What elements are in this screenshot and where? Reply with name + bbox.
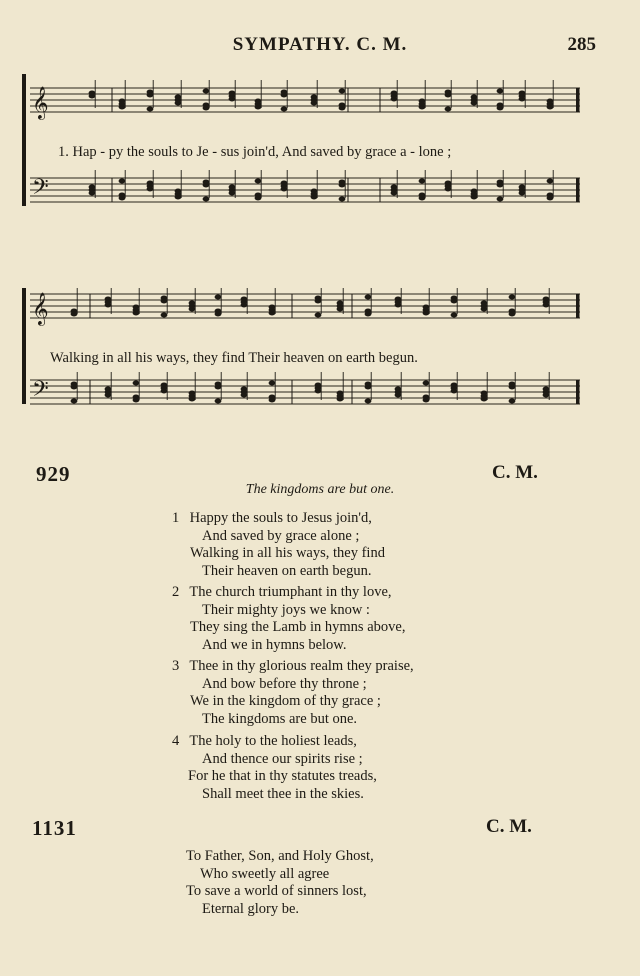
note-head: [119, 179, 126, 184]
note-head: [543, 387, 550, 392]
verse-line: Walking in all his ways, they find: [190, 545, 385, 561]
note-head: [315, 296, 322, 301]
bass-clef: 𝄢: [32, 377, 49, 407]
note-head: [519, 185, 526, 190]
note-head: [423, 305, 430, 310]
note-head: [71, 382, 78, 387]
verse-line: The kingdoms are but one.: [202, 710, 358, 727]
note-head: [365, 295, 372, 300]
treble-clef: 𝄞: [32, 292, 49, 325]
note-head: [281, 90, 288, 95]
verse-number: 3: [172, 658, 180, 674]
verse-4: [172, 733, 377, 803]
note-head: [445, 181, 452, 186]
hymn-meter: C. M.: [492, 462, 538, 483]
note-head: [365, 399, 372, 404]
verse-number: 1: [172, 510, 180, 526]
verse-1: [172, 510, 385, 580]
treble-clef: 𝄞: [32, 86, 49, 119]
verse-number: 4: [172, 733, 180, 749]
note-head: [269, 395, 276, 400]
note-head: [497, 103, 504, 108]
note-head: [395, 387, 402, 392]
verse-line: To save a world of sinners lost,: [186, 883, 367, 899]
verse-line: 3 Thee in thy glorious realm they praise,: [172, 658, 414, 674]
note-head: [89, 91, 96, 96]
note-head: [519, 91, 526, 96]
verse-line: 2 The church triumphant in thy love,: [172, 584, 392, 600]
note-head: [215, 309, 222, 314]
note-head: [547, 193, 554, 198]
note-head: [229, 91, 236, 96]
music-lyric-1: 1. Hap - py the souls to Je - sus join'd, And saved by grace a - lone ;: [58, 144, 452, 160]
note-head: [423, 395, 430, 400]
note-head: [395, 297, 402, 302]
note-head: [203, 180, 210, 185]
note-head: [255, 179, 262, 184]
note-head: [269, 305, 276, 310]
note-head: [255, 99, 262, 104]
note-head: [481, 391, 488, 396]
note-head: [89, 185, 96, 190]
note-head: [119, 193, 126, 198]
note-head: [339, 89, 346, 94]
note-head: [451, 313, 458, 318]
note-head: [471, 95, 478, 100]
verse-line: For he that in thy statutes treads,: [188, 768, 377, 784]
verse-3: [172, 658, 414, 728]
verse-line: Their heaven on earth begun.: [202, 562, 372, 579]
note-head: [547, 179, 554, 184]
note-head: [337, 301, 344, 306]
note-head: [215, 295, 222, 300]
verse-line: And saved by grace alone ;: [202, 527, 360, 544]
note-head: [445, 107, 452, 112]
note-head: [339, 103, 346, 108]
note-head: [471, 189, 478, 194]
note-head: [451, 296, 458, 301]
verse-line: Eternal glory be.: [202, 900, 300, 917]
doxology-number: 1131: [32, 816, 77, 840]
final-bar: [576, 294, 579, 318]
note-head: [365, 309, 372, 314]
note-head: [339, 180, 346, 185]
verse-line: And thence our spirits rise ;: [202, 750, 363, 767]
note-head: [509, 309, 516, 314]
verse-number: 2: [172, 584, 180, 600]
verse-line: Who sweetly all agree: [200, 865, 330, 882]
hymn-number: 929: [36, 462, 71, 486]
note-head: [147, 107, 154, 112]
note-head: [339, 197, 346, 202]
note-head: [161, 313, 168, 318]
note-head: [445, 90, 452, 95]
tune-title: SYMPATHY. C. M.: [232, 34, 408, 55]
note-head: [255, 193, 262, 198]
note-head: [215, 382, 222, 387]
note-head: [337, 391, 344, 396]
note-head: [281, 181, 288, 186]
bass-clef: 𝄢: [32, 175, 49, 205]
music-system-2: [22, 288, 584, 428]
doxology-verse: [186, 848, 374, 918]
system-bracket: [22, 288, 26, 404]
note-head: [175, 189, 182, 194]
note-head: [229, 185, 236, 190]
verse-line: To Father, Son, and Holy Ghost,: [186, 848, 374, 864]
music-system-1: [22, 74, 584, 224]
note-head: [311, 189, 318, 194]
note-head: [281, 107, 288, 112]
note-head: [133, 395, 140, 400]
verse-2: [172, 584, 405, 654]
final-bar: [576, 178, 579, 202]
note-head: [161, 383, 168, 388]
final-bar: [576, 380, 579, 404]
note-head: [71, 309, 78, 314]
note-head: [311, 95, 318, 100]
note-head: [133, 381, 140, 386]
verse-line: 1 Happy the souls to Jesus join'd,: [172, 510, 372, 526]
note-head: [105, 387, 112, 392]
page-number: 285: [567, 34, 596, 55]
music-lyric-2: Walking in all his ways, they find Their heaven on earth begun.: [50, 350, 418, 366]
note-head: [161, 296, 168, 301]
verse-line: And we in hymns below.: [202, 636, 347, 653]
note-head: [105, 297, 112, 302]
note-head: [315, 383, 322, 388]
verse-line: We in the kingdom of thy grace ;: [190, 693, 381, 709]
note-head: [497, 180, 504, 185]
verse-line: Their mighty joys we know :: [202, 601, 370, 618]
note-head: [481, 301, 488, 306]
hymn-subtitle: The kingdoms are but one.: [245, 482, 395, 497]
note-head: [543, 297, 550, 302]
note-head: [419, 179, 426, 184]
note-head: [203, 89, 210, 94]
note-head: [365, 382, 372, 387]
note-head: [269, 381, 276, 386]
note-head: [241, 387, 248, 392]
note-head: [147, 90, 154, 95]
note-head: [497, 89, 504, 94]
note-head: [391, 91, 398, 96]
note-head: [215, 399, 222, 404]
note-head: [419, 193, 426, 198]
note-head: [509, 295, 516, 300]
note-head: [133, 305, 140, 310]
note-head: [119, 99, 126, 104]
doxology-meter: C. M.: [486, 816, 532, 837]
note-head: [547, 99, 554, 104]
verse-line: They sing the Lamb in hymns above,: [190, 619, 406, 635]
note-head: [189, 391, 196, 396]
verse-line: 4 The holy to the holiest leads,: [172, 733, 357, 749]
note-head: [241, 297, 248, 302]
system-bracket: [22, 74, 26, 206]
note-head: [509, 382, 516, 387]
note-head: [497, 197, 504, 202]
note-head: [175, 95, 182, 100]
note-head: [419, 99, 426, 104]
note-head: [147, 181, 154, 186]
note-head: [315, 313, 322, 318]
note-head: [451, 383, 458, 388]
note-head: [423, 381, 430, 386]
verse-line: Shall meet thee in the skies.: [202, 785, 364, 802]
note-head: [189, 301, 196, 306]
note-head: [203, 103, 210, 108]
note-head: [203, 197, 210, 202]
note-head: [391, 185, 398, 190]
note-head: [509, 399, 516, 404]
final-bar: [576, 88, 579, 112]
verse-line: And bow before thy throne ;: [202, 675, 367, 692]
note-head: [71, 399, 78, 404]
